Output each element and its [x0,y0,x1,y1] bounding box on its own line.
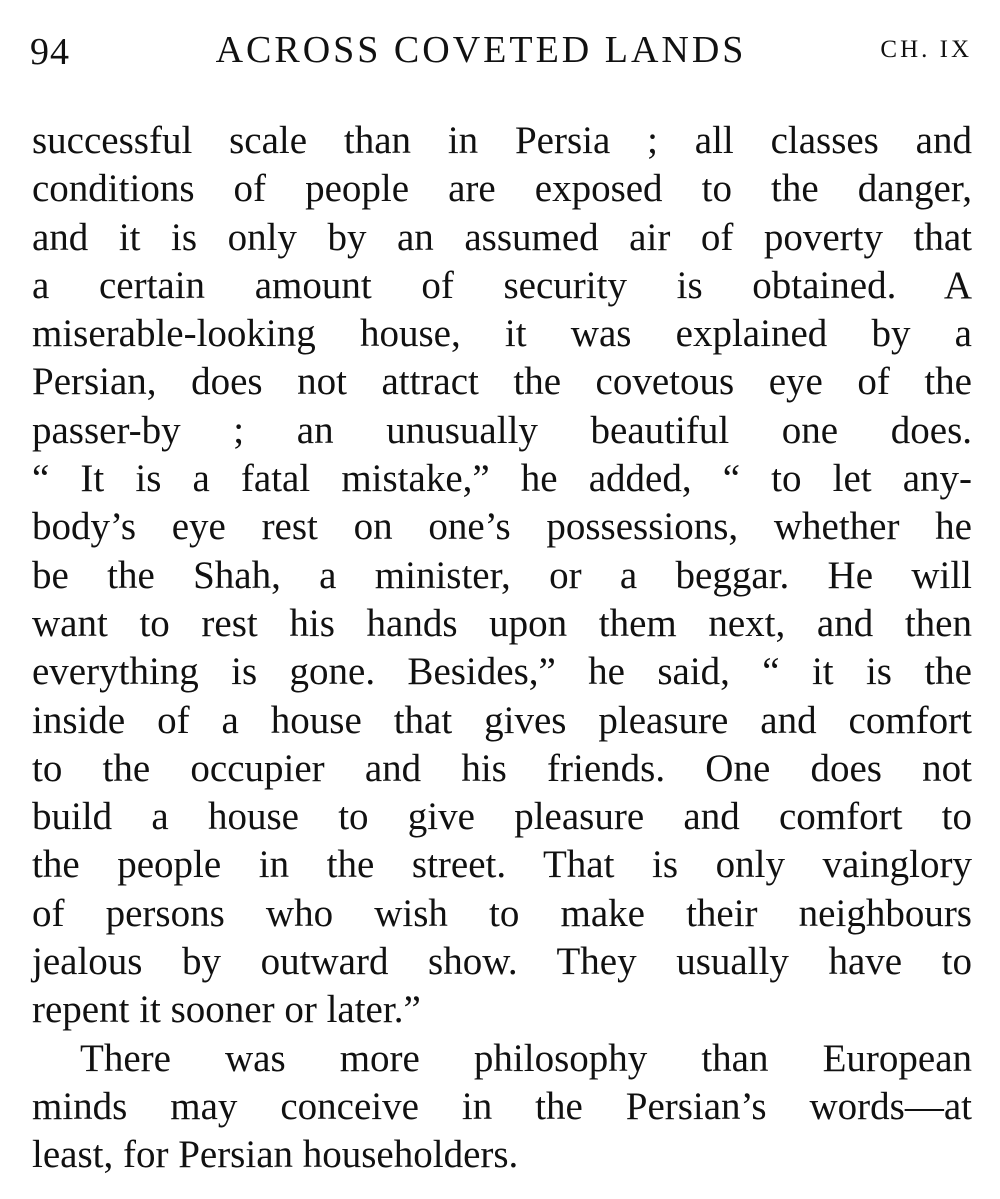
text-line: build a house to give pleasure and comfort to [32,795,972,839]
text-line: Persian, does not attract the covetous eye of the [32,360,972,404]
text-line: of persons who wish to make their neighbours [32,891,972,935]
text-line: “ It is a fatal mistake,” he added, “ to let any- [32,457,972,501]
text-line: and it is only by an assumed air of poverty that [32,215,972,259]
text-line: the people in the street. That is only vainglory [32,843,972,887]
text-line: a certain amount of security is obtained. A [32,263,972,307]
text-line: minds may conceive in the Persian’s words—at [32,1084,972,1128]
text-line: conditions of people are exposed to the danger, [32,167,972,211]
text-line: miserable-looking house, it was explained by a [32,312,972,356]
text-line: to the occupier and his friends. One does not [32,746,972,790]
text-line: successful scale than in Persia ; all classes and [32,119,972,162]
page-header [30,26,972,76]
text-line: repent it sooner or later.” [32,988,421,1032]
text-line: least, for Persian householders. [32,1133,519,1177]
text-line: want to rest his hands upon them next, and then [32,601,972,645]
text-line: There was more philosophy than European [80,1036,972,1080]
text-line: everything is gone. Besides,” he said, “ it is the [32,650,972,694]
chapter-label: CH. IX [880,36,972,63]
text-line: inside of a house that gives pleasure and comfort [32,698,972,742]
text-line: jealous by outward show. They usually have to [32,940,972,984]
paragraph-1 [32,117,972,1035]
text-line: be the Shah, a minister, or a beggar. He will [32,553,972,597]
page-number: 94 [30,31,70,73]
body-text [32,117,972,1180]
text-line: body’s eye rest on one’s possessions, whether he [32,505,972,549]
paragraph-2 [32,1035,972,1180]
text-line: passer-by ; an unusually beautiful one does. [32,408,972,452]
running-title: ACROSS COVETED LANDS [215,29,747,71]
